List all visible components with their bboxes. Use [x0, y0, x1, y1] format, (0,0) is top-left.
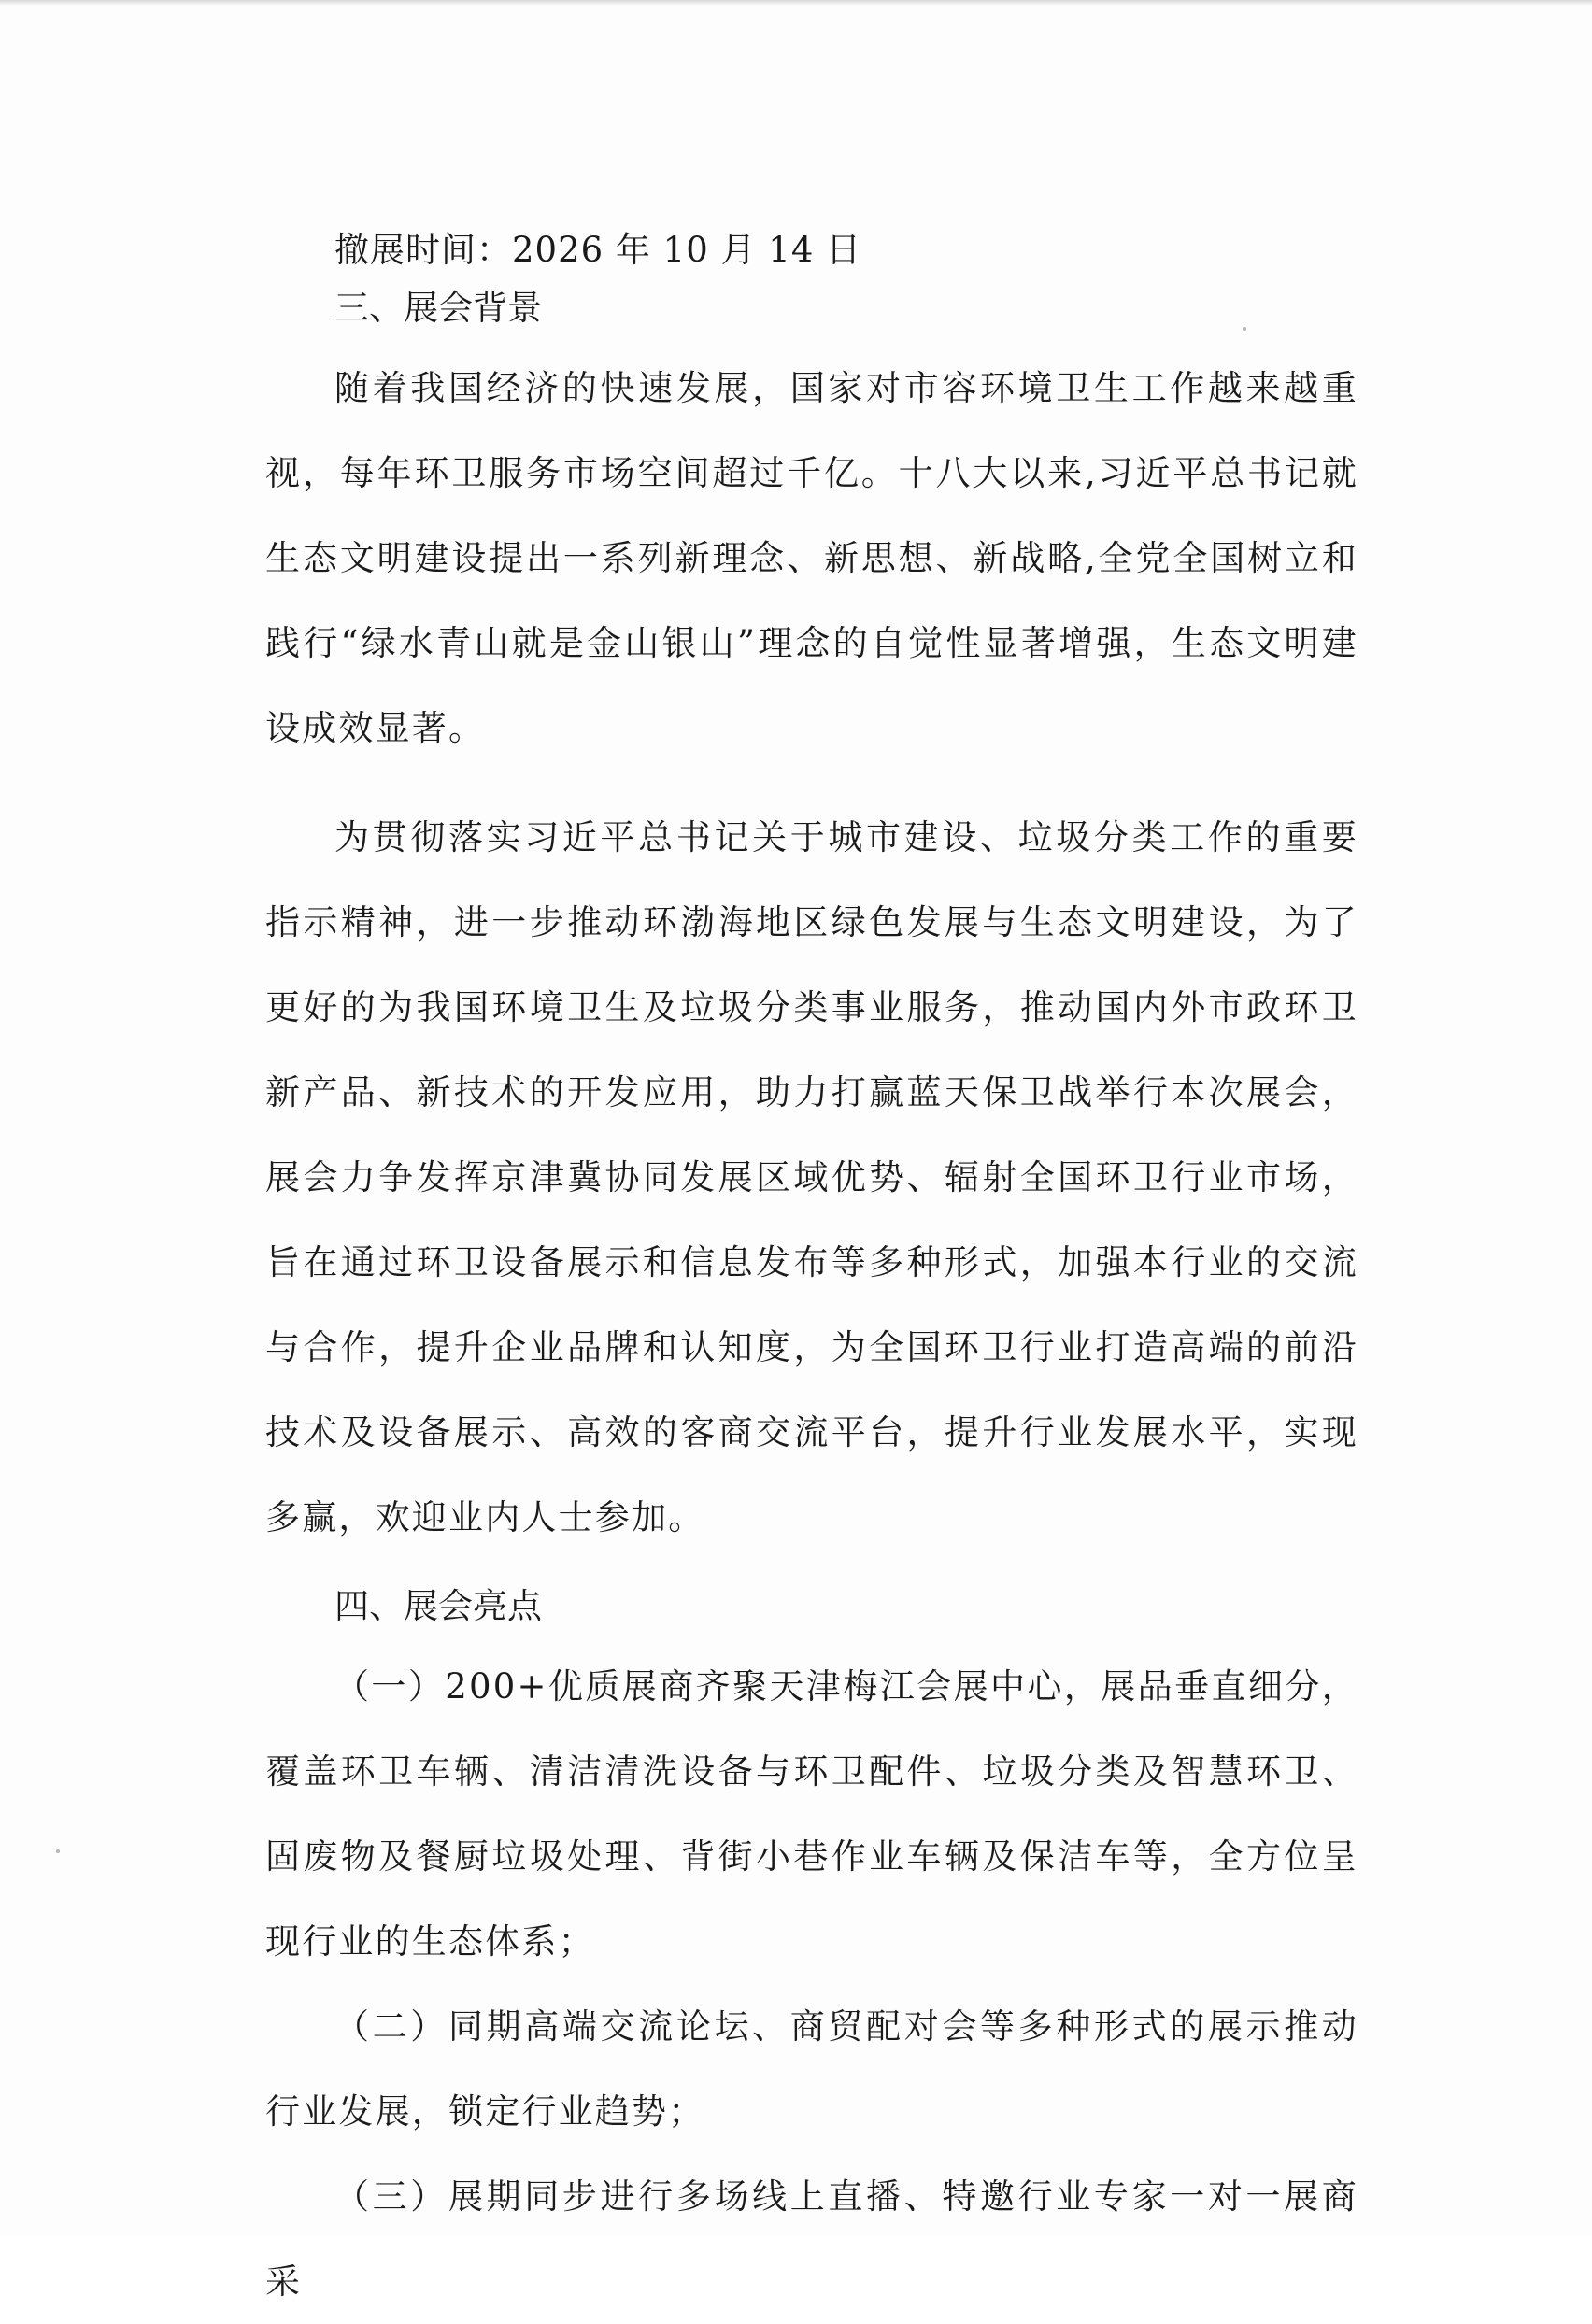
highlight-item-3: （三）展期同步进行多场线上直播、特邀行业专家一对一展商采 — [265, 2176, 1358, 2302]
highlight-item-1: （一）200+优质展商齐聚天津梅江会展中心，展品垂直细分，覆盖环卫车辆、清洁清洗设备与环卫配件、垃圾分类及智慧环卫、固废物及餐厨垃圾处理、背街小巷作业车辆及保洁车等，全方位呈现行业的生态体系； — [265, 1666, 1358, 1962]
section-3-heading: 三、展会背景 — [334, 288, 542, 328]
section-4-heading: 四、展会亮点 — [334, 1586, 542, 1626]
section-3-paragraph-1: 随着我国经济的快速发展，国家对市容环境卫生工作越来越重视，每年环卫服务市场空间超过千亿。十八大以来,习近平总书记就生态文明建设提出一系列新理念、新思想、新战略,全党全国树立和践行“绿水青山就是金山银山”理念的自觉性显著增强，生态文明建设成效显著。 — [265, 368, 1358, 748]
scan-edge-shadow — [0, 0, 1592, 6]
teardown-time: 撤展时间：2026 年 10 月 14 日 — [334, 230, 862, 270]
document-body — [265, 224, 1358, 2324]
scan-speck — [56, 1849, 60, 1853]
section-3-paragraph-2: 为贯彻落实习近平总书记关于城市建设、垃圾分类工作的重要指示精神，进一步推动环渤海地区绿色发展与生态文明建设，为了更好的为我国环境卫生及垃圾分类事业服务，推动国内外市政环卫新产品、新技术的开发应用，助力打赢蓝天保卫战举行本次展会，展会力争发挥京津冀协同发展区域优势、辐射全国环卫行业市场，旨在通过环卫设备展示和信息发布等多种形式，加强本行业的交流与合作，提升企业品牌和认知度，为全国环卫行业打造高端的前沿技术及设备展示、高效的客商交流平台，提升行业发展水平，实现多赢，欢迎业内人士参加。 — [265, 817, 1358, 1538]
highlight-item-2: （二）同期高端交流论坛、商贸配对会等多种形式的展示推动行业发展，锁定行业趋势； — [265, 2006, 1358, 2132]
